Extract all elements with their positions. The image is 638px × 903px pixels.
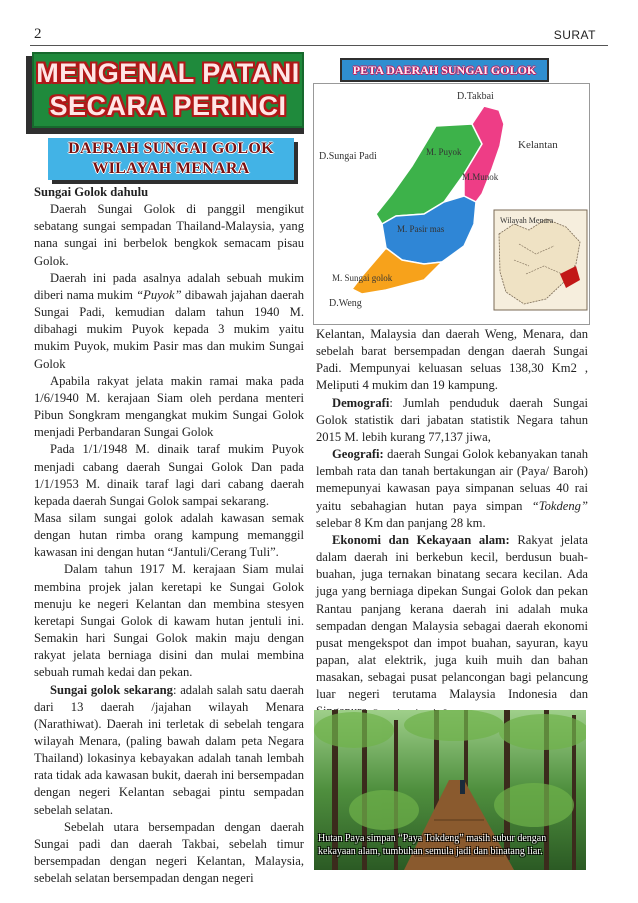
district-map [313, 83, 590, 325]
title-line-1: MENGENAL PATANI [36, 58, 300, 88]
label-sungai-golok: M. Sungai golok [332, 273, 393, 283]
label-weng: D.Weng [329, 298, 362, 309]
label-munok: M.Munok [462, 172, 499, 182]
map-title-banner [340, 58, 549, 82]
header-divider [30, 45, 608, 46]
section-heading: Sungai Golok dahulu [34, 185, 149, 199]
right-column [316, 326, 588, 722]
paragraph: Sebelah utara bersempadan dengan daerah Sungai padi dan daerah Takbai, sebelah timur bersempadan dengan negeri Kelantan, Malaysia, sebelah selatan bersempadan dengan negeri [34, 819, 304, 886]
paragraph: Apabila rakyat jelata makin ramai maka pada 1/6/1940 M. kerajaan Siam oleh perdana menteri Pibun Songkram mengangkat mukim Sungai Golok menjadi Perbandaran Sungai Golok [34, 373, 304, 440]
label-pasir-mas: M. Pasir mas [397, 224, 445, 234]
paragraph: Masa silam sungai golok adalah kawasan semak dengan hutan rimba orang kampung memanggil kawasan ini dengan hutan “Jantuli/Cerang Tuli”. [34, 510, 304, 560]
left-column [34, 184, 304, 887]
title-line-2: SECARA PERINCI [49, 91, 287, 121]
map-title: PETA DAERAH SUNGAI GOLOK [352, 63, 537, 77]
label-wilayah-menara: Wilayah Menara [500, 216, 554, 225]
section-name: SURAT [553, 28, 596, 42]
title-banner [32, 52, 304, 128]
label-sungai-padi: D.Sungai Padi [319, 151, 377, 162]
paragraph: Sungai golok sekarang: adalah salah satu daerah dari 13 daerah /jajahan wilayah Menara (Narathiwat). Daerah ini terletak di sebelah tengara wilayah Menara, (paling bawah dalam peta Negara Thailand) lokasinya kebayakan adalah tanah lembah rata tidak ada kawasan bukit, daerah ini bersempadan dengan negeri Kelantan sebagai pintu sempadan sebelah selatan. [34, 682, 304, 817]
photo-caption: Hutan Paya simpan “Paya Tokdeng” masih subur dengan kekayaan alam, tumbuhan semula jadi dan binatang liar. [318, 833, 547, 857]
paragraph: Geografi: daerah Sungai Golok kebanyakan tanah lembah rata dan tanah bertakungan air (Paya/ Baroh) memepunyai kawasan paya simpanan seluas 40 rai yaitu sebahagian hutan paya simpan “Tokdeng” selebar 8 Km dan panjang 28 km. [316, 447, 588, 530]
page-number: 2 [34, 26, 42, 42]
paragraph: Ekonomi dan Kekayaan alam: Rakyat jelata dalam daerah ini berkebun kecil, berdusun buah-buahan, juga ternakan binatang secara kecilan. Ada juga yang berniaga dipekan Sungai Golok dan pekan Rantau panjang kerana daerah ini adalah muka sempadan dengan Malaysia sebagai daerah ekonomi pusat mengekspot dan impot buahan, sayuran, kayu papan, alat elektrik, juga kuih muih dan bahan masakan, sebagai pusat pelancongan bagi pelancung luar negeri terutama Malaysia Indonesia dan [316, 532, 588, 722]
subtitle-line-1: DAERAH SUNGAI GOLOK [68, 140, 274, 157]
paragraph: Kelantan, Malaysia dan daerah Weng, Menara, dan sebelah barat bersempadan dengan daerah Sungai Padi. Mempunyai keluasan seluas 138,30 Km2 , Meliputi 4 mukim dan 19 kampung. [316, 327, 588, 393]
label-puyok: M. Puyok [426, 147, 462, 157]
paragraph: Demografi: Jumlah penduduk daerah Sungai Golok statistik dari jabatan statistik Negara tahun 2015 M. lebih kurang 77,137 jiwa, [316, 395, 588, 444]
paragraph: Dalam tahun 1917 M. kerajaan Siam mulai membina projek jalan keretapi ke Sungai Golok menuju ke negeri Kelantan dan membina stesyen keretapi Sungai Golok di kawam hutan jentuli ini. Semakin hari Sungai Golok makin maju dengan rakyat jelata berniaga disini dan mulai membina sebuah rumah kedai dan pekan. [34, 562, 304, 680]
subtitle-banner [48, 138, 294, 180]
subtitle-line-2: WILAYAH MENARA [92, 160, 250, 177]
paragraph: Daerah Sungai Golok di panggil mengikut sebatang sungai sempadan Thailand-Malaysia, yang nana sungai ini berbelok bengkok semacam pisau Golok. [34, 202, 304, 268]
map-graphic [314, 84, 589, 324]
label-takbai: D.Takbai [457, 91, 494, 102]
paragraph: Pada 1/1/1948 M. dinaik taraf mukim Puyok menjadi cabang daerah Sungai Golok Dan pada 1/1/1953 M. dinaik taraf lagi dari cabang daerah kepada daerah Sungai Golok sampai sekarang. [34, 442, 304, 508]
paragraph: Daerah ini pada asalnya adalah sebuah mukim diberi nama mukim “Puyok” dibawah jajahan daerah Sungai Padi, kemudian dalam tahun 1940 M. dibahagi mukim Puyok kepada 3 mukim yaitu mukim Puyok, mukim Pasir mas dan mukim Sungai Golok [34, 270, 305, 371]
label-kelantan: Kelantan [518, 139, 558, 151]
